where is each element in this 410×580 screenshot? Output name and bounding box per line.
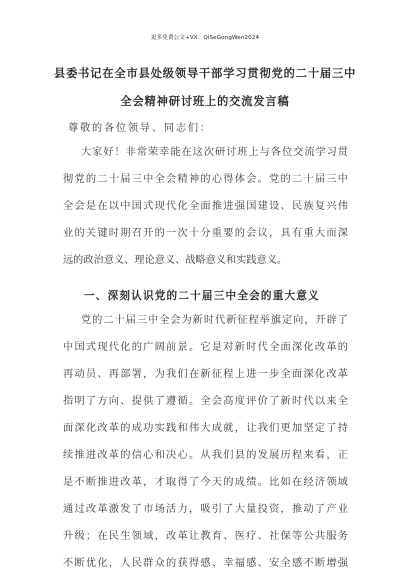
- paragraph-2-line: 中国式现代化的广阔前景。它是对新时代全面深化改革的: [63, 342, 348, 353]
- paragraph-2-line: 不断优化，人民群众的获得感、幸福感、安全感不断增强: [63, 558, 348, 569]
- paragraph-2-line: 面深化改革的成功实践和伟大成就，让我们更加坚定了持: [63, 423, 348, 434]
- paragraph-2-line: 是不断推进改革，才取得了今天的成绩。比如在经济领域: [63, 477, 348, 488]
- salutation: 尊敬的各位领导、同志们：: [68, 123, 212, 134]
- paragraph-1-line: 彻党的二十届三中全会精神的心得体会。党的二十届三中: [63, 174, 348, 185]
- paragraph-2-line: 升级；在民生领域，改革让教育、医疗、社保等公共服务: [63, 531, 348, 542]
- paragraph-1-line: 全会是在以中国式现代化全面推进强国建设、民族复兴伟: [63, 201, 348, 212]
- document-title-line-1: 县委书记在全市县处级领导干部学习贯彻党的二十届三中: [54, 67, 357, 80]
- paragraph-2-line: 指明了方向、提供了遵循。全会高度评价了新时代以来全: [63, 396, 348, 407]
- paragraph-1-line: 大家好！非常荣幸能在这次研讨班上与各位交流学习贯: [81, 147, 348, 158]
- paragraph-1-line: 远的政治意义、理论意义、战略意义和实践意义。: [63, 255, 288, 266]
- paragraph-2-line: 通过改革激发了市场活力，吸引了大量投资，推动了产业: [63, 504, 348, 515]
- paragraph-1-line: 业的关键时期召开的一次十分重要的会议，具有重大而深: [63, 228, 348, 239]
- paragraph-2-line: 续推进改革的信心和决心。从我们县的发展历程来看，正: [63, 450, 348, 461]
- paragraph-2-line: 党的二十届三中全会为新时代新征程举旗定向，开辟了: [81, 315, 348, 326]
- header-note: 更多免费公文+VX：QiSeGongWen2024: [150, 35, 260, 41]
- document-title-line-2: 全会精神研讨班上的交流发言稿: [120, 95, 290, 108]
- section-heading-1: 一、深刻认识党的二十届三中全会的重大意义: [84, 290, 320, 302]
- paragraph-2-line: 再动员、再部署，为我们在新征程上进一步全面深化改革: [63, 369, 348, 380]
